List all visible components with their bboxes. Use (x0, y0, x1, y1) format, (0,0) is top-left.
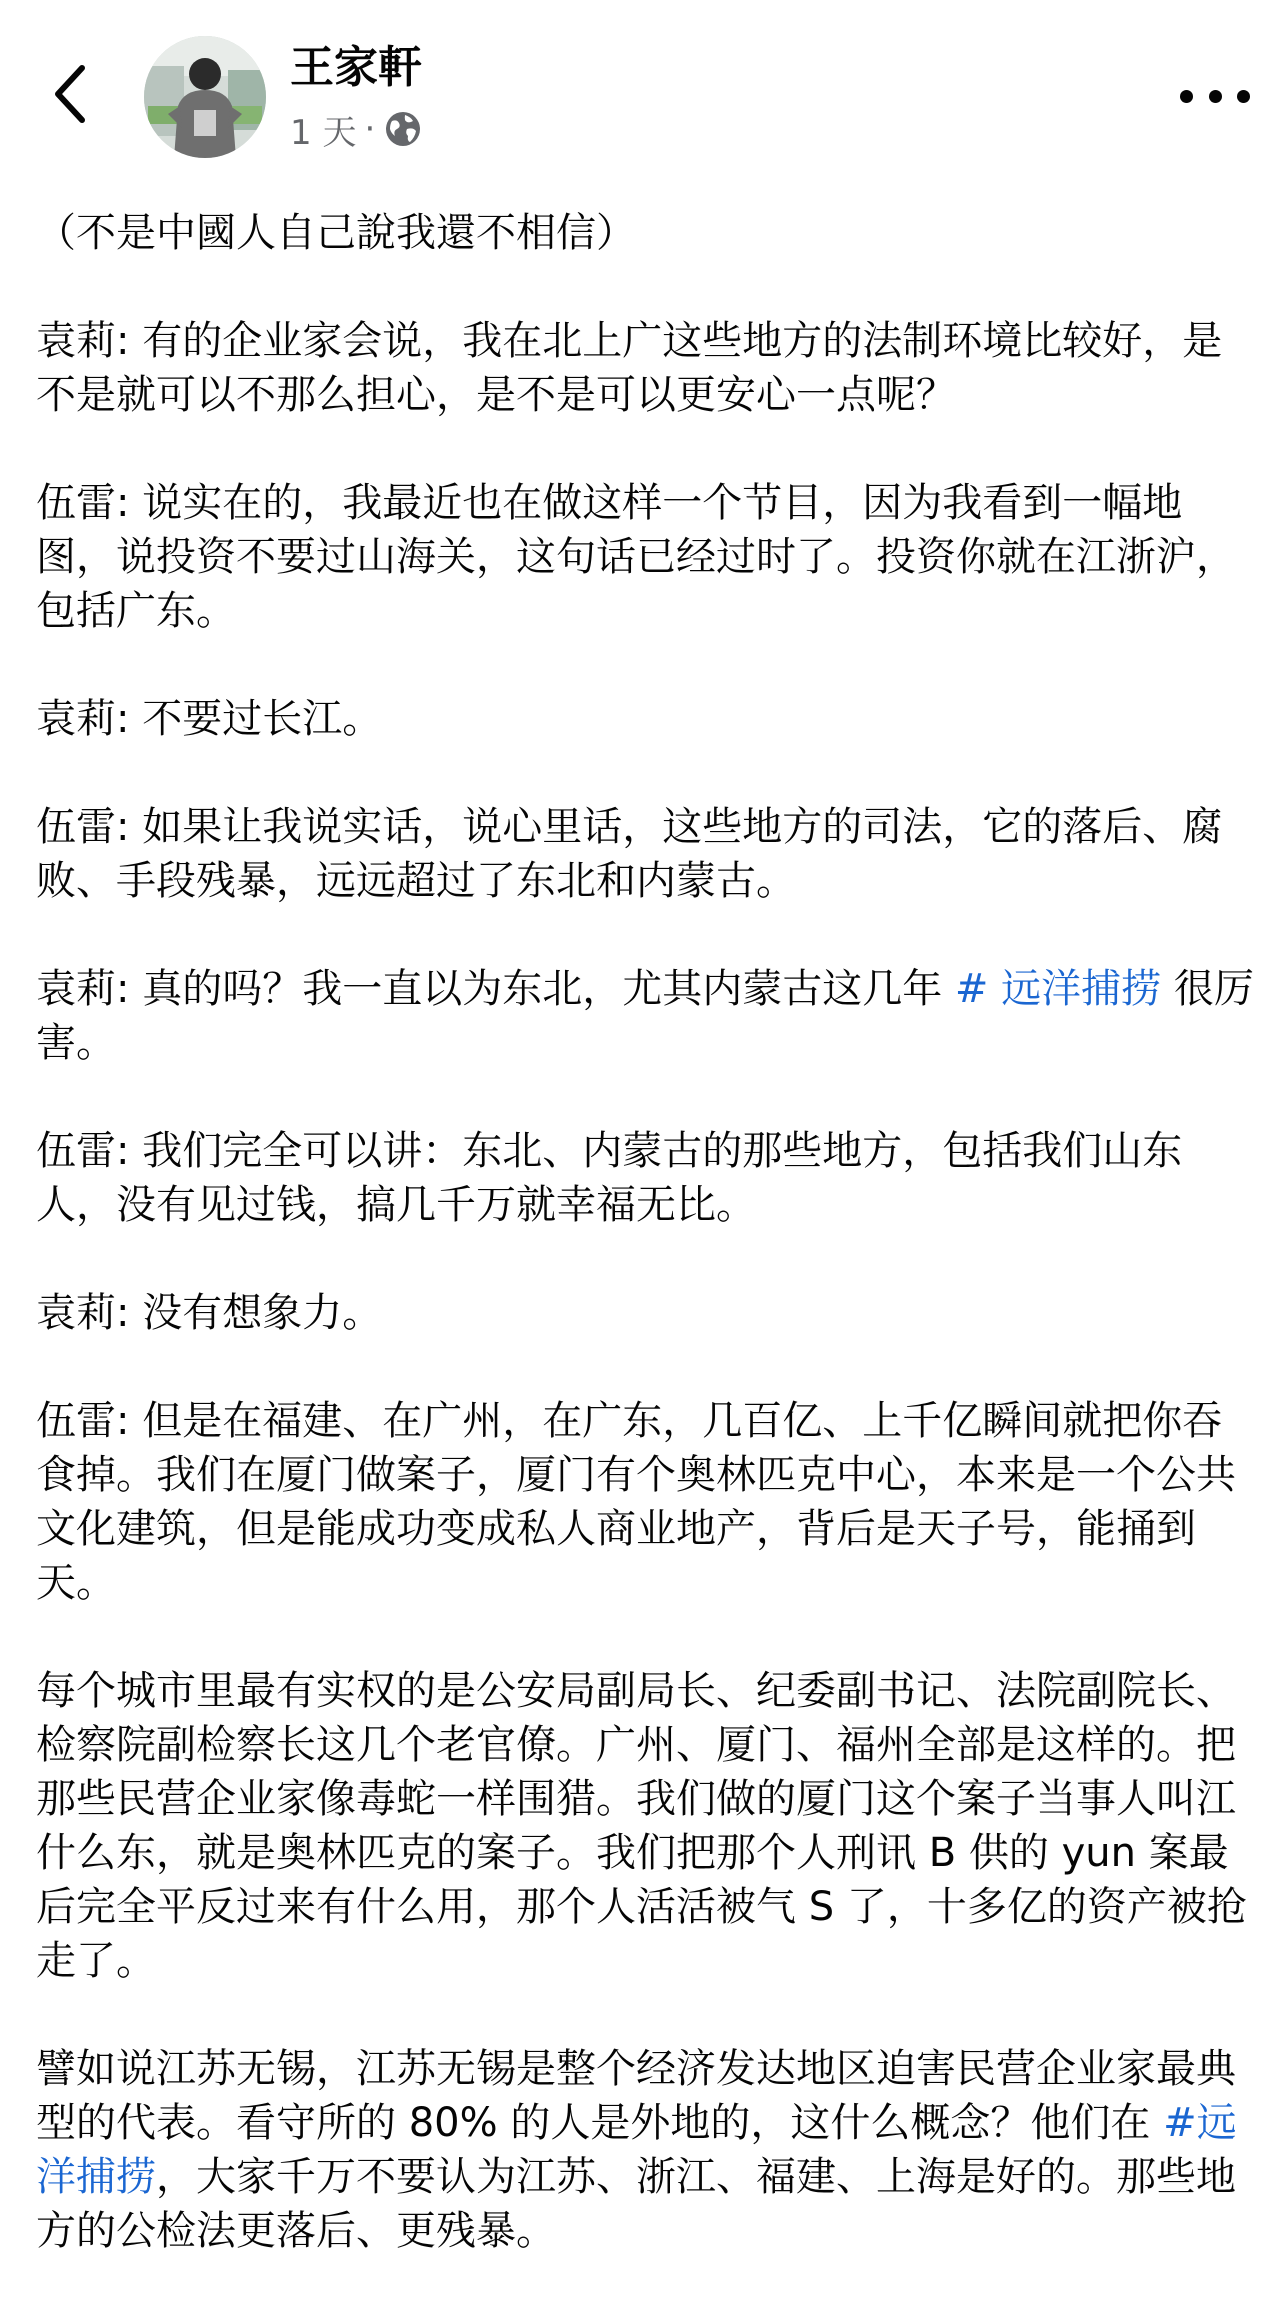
post-header (0, 0, 1284, 190)
paragraph-text: 譬如说江苏无锡，江苏无锡是整个经济发达地区迫害民营企业家最典型的代表。看守所的 80% 的人是外地的，这什么概念？他们在 (36, 2046, 1236, 2146)
paragraph-text: 袁莉: 真的吗？我一直以为东北，尤其内蒙古这几年 (36, 966, 955, 1012)
back-button[interactable] (40, 52, 100, 136)
post-text (36, 206, 1254, 2312)
post-paragraph: 伍雷: 如果让我说实话，说心里话，这些地方的司法，它的落后、腐败、手段残暴，远远超过了东北和内蒙古。 (36, 804, 1223, 904)
chevron-left-icon (50, 62, 90, 126)
more-options-button[interactable] (1180, 74, 1250, 118)
more-dot-icon (1180, 90, 1193, 103)
post-paragraph: （不是中國人自己說我還不相信） (36, 210, 636, 256)
more-dot-icon (1237, 90, 1250, 103)
hashtag-link[interactable]: # 远洋捕捞 (954, 966, 1162, 1012)
paragraph-text: ，大家千万不要认为江苏、浙江、福建、上海是好的。那些地方的公检法更落后、更残暴。 (36, 2154, 1236, 2254)
hashtag-link[interactable]: #远洋捕捞 (36, 2100, 1237, 2200)
post-timestamp[interactable]: 1 天 (290, 112, 357, 153)
meta-separator: · (364, 109, 376, 149)
post-paragraph: 伍雷: 说实在的，我最近也在做这样一个节目，因为我看到一幅地图，说投资不要过山海关，这句话已经过时了。投资你就在江浙沪，包括广东。 (36, 480, 1236, 634)
post-paragraph (36, 2042, 1254, 2258)
author-name[interactable]: 王家軒 (290, 42, 422, 93)
post-paragraph: 袁莉: 有的企业家会说，我在北上广这些地方的法制环境比较好，是不是就可以不那么担心，是不是可以更安心一点呢？ (36, 318, 1223, 418)
post-paragraph: 伍雷: 我们完全可以讲：东北、内蒙古的那些地方，包括我们山东人，没有见过钱，搞几千万就幸福无比。 (36, 1128, 1183, 1228)
globe-icon[interactable] (383, 109, 423, 149)
avatar[interactable] (144, 36, 266, 158)
post-paragraph (36, 962, 1254, 1070)
post-meta (290, 104, 423, 154)
paragraph-text: 很厉害。 (36, 966, 1254, 1066)
post-paragraph: 伍雷: 但是在福建、在广州，在广东，几百亿、上千亿瞬间就把你吞食掉。我们在厦门做案子，厦门有个奥林匹克中心，本来是一个公共文化建筑，但是能成功变成私人商业地产，背后是天子号，能捅到天。 (36, 1398, 1236, 1606)
post-paragraph: 每个城市里最有实权的是公安局副局长、纪委副书记、法院副院长、检察院副检察长这几个老官僚。广州、厦门、福州全部是这样的。把那些民营企业家像毒蛇一样围猎。我们做的厦门这个案子当事人叫江什么东，就是奥林匹克的案子。我们把那个人刑讯 B 供的 yun 案最后完全平反过来有什么用，那个人活活被气 S 了，十多亿的资产被抢走了。 (36, 1668, 1247, 1984)
avatar-photo (144, 36, 266, 158)
more-dot-icon (1209, 90, 1222, 103)
post-paragraph: 袁莉: 不要过长江。 (36, 696, 383, 742)
post-paragraph: 袁莉: 没有想象力。 (36, 1290, 383, 1336)
